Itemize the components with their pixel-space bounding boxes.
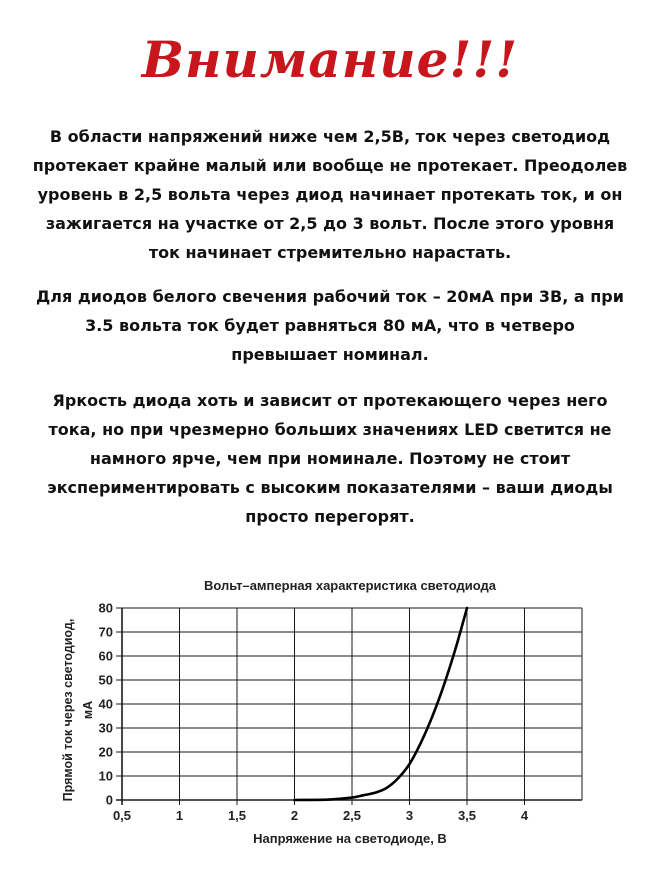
y-tick-labels	[99, 601, 113, 808]
y-tick-label: 10	[98, 768, 113, 784]
headline: Внимание!!!	[141, 30, 519, 89]
y-tick-label: 20	[98, 744, 113, 760]
y-tick-label: 30	[98, 720, 113, 736]
y-tick-label: 0	[105, 792, 113, 808]
paragraph-2: Для диодов белого свечения рабочий ток – 20мА при 3В, а при 3.5 вольта ток будет равняться 80 мА, что в четверо превышает номинал.	[36, 287, 624, 364]
chart-title: Вольт–амперная характеристика светодиода	[203, 578, 497, 593]
y-tick-label: 50	[98, 672, 113, 688]
x-tick-label: 3	[405, 808, 414, 823]
x-tick-label: 3,5	[457, 808, 477, 823]
y-tick-label: 80	[98, 600, 113, 616]
x-tick-label: 2,5	[342, 808, 362, 823]
x-tick-labels	[113, 808, 529, 823]
paragraph-1: В области напряжений ниже чем 2,5В, ток через светодиод протекает крайне малый или вообще не протекает. Преодолев уровень в 2,5 вольта через диод начинает протекать ток, и он зажигается на участке от 2,5 до 3 вольт. После этого уровня ток начинает стремительно нарастать.	[32, 127, 628, 262]
iv-chart	[0, 560, 660, 860]
y-axis-label-line-1: Прямой ток через светодиод,	[61, 618, 75, 802]
x-tick-label: 0,5	[112, 808, 132, 823]
y-tick-label: 70	[98, 624, 113, 640]
x-tick-label: 1,5	[227, 808, 247, 823]
x-tick-label: 2	[290, 808, 299, 823]
y-tick-label: 60	[98, 648, 113, 664]
x-tick-label: 1	[175, 808, 184, 823]
y-axis-label-line-2: мА	[81, 700, 95, 720]
x-axis-label: Напряжение на светодиоде, В	[253, 831, 447, 846]
x-tick-label: 4	[520, 808, 529, 823]
y-tick-label: 40	[98, 696, 113, 712]
grid	[116, 608, 582, 805]
paragraph-3: Яркость диода хоть и зависит от протекающего через него тока, но при чрезмерно больших значениях LED светится не намного ярче, чем при номинале. Поэтому не стоит экспериментировать с высоким показателями – ваши диоды просто перегорят.	[47, 391, 613, 526]
